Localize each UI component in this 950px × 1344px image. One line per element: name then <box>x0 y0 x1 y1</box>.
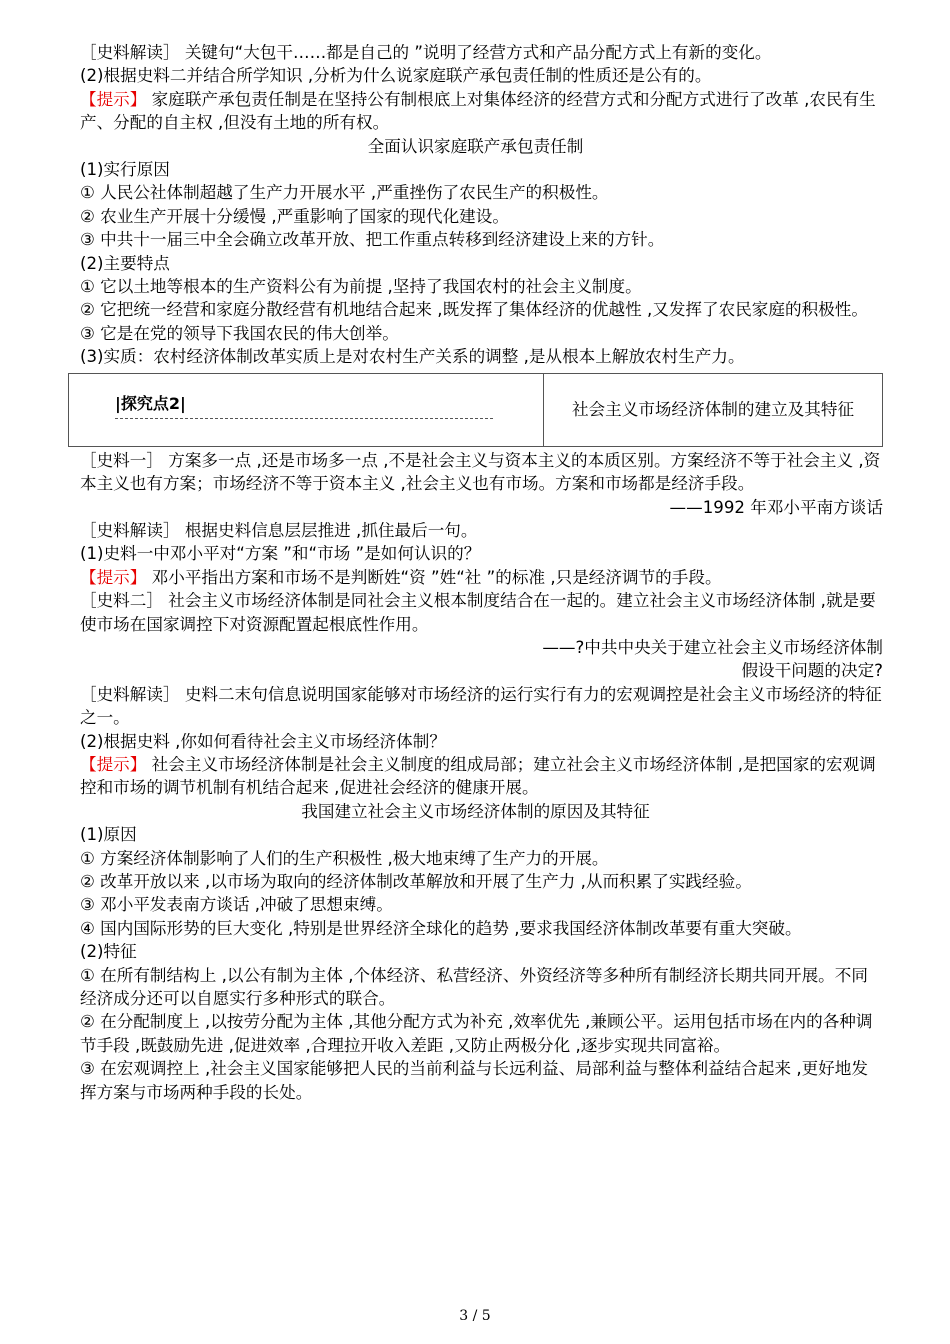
exploration-point-box <box>68 373 883 447</box>
document-page <box>68 41 883 1104</box>
text-line: 假设干问题的决定? <box>741 661 883 681</box>
tag-underline <box>115 418 493 419</box>
text-line: ［史料一］ 方案多一点 ,还是市场多一点 ,不是社会主义与资本主义的本质区别。方案经济不等于社会主义 ,资本主义也有方案；市场经济不等于资本主义 ,社会主义也有市场。方案和市场都是经济手段。 <box>80 450 881 494</box>
text-line: (1)原因 <box>80 825 137 845</box>
text-line <box>68 88 883 135</box>
hint-text: 家庭联产承包责任制是在坚持公有制根底上对集体经济的经营方式和分配方式进行了改革 ,农民有生产、分配的自主权 ,但没有土地的所有权。 <box>80 89 876 133</box>
text-line <box>68 566 883 589</box>
page-number: 3 / 5 <box>459 1308 491 1324</box>
text-line <box>68 753 883 800</box>
text-line: ［史料解读］ 关键句“大包干……都是自己的 ”说明了经营方式和产品分配方式上有新的变化。 <box>80 43 772 62</box>
text-line: ① 人民公社体制超越了生产力开展水平 ,严重挫伤了农民生产的积极性。 <box>80 183 609 203</box>
text-line: ③ 它是在党的领导下我国农民的伟大创举。 <box>80 323 399 343</box>
section-market-economy <box>68 449 883 1104</box>
text-line: ② 它把统一经营和家庭分散经营有机地结合起来 ,既发挥了集体经济的优越性 ,又发挥了农民家庭的积极性。 <box>80 300 868 320</box>
text-line: ① 它以土地等根本的生产资料公有为前提 ,坚持了我国农村的社会主义制度。 <box>80 277 642 297</box>
text-line: ——1992 年邓小平南方谈话 <box>669 497 883 517</box>
text-line: (2)根据史料 ,你如何看待社会主义市场经济体制？ <box>80 731 446 751</box>
hint-label: 【提示】 <box>80 567 147 587</box>
exploration-tag-cell <box>69 373 544 446</box>
text-line: (2)特征 <box>80 942 137 962</box>
text-line: ④ 国内国际形势的巨大变化 ,特别是世界经济全球化的趋势 ,要求我国经济体制改革要有重大突破。 <box>80 918 802 938</box>
text-line: (3)实质：农村经济体制改革实质上是对农村生产关系的调整 ,是从根本上解放农村生产力。 <box>80 347 745 367</box>
text-line: ［史料解读］ 史料二末句信息说明国家能够对市场经济的运行实行有力的宏观调控是社会主义市场经济的特征之一。 <box>80 684 882 728</box>
text-line: ③ 在宏观调控上 ,社会主义国家能够把人民的当前利益与长远利益、局部利益与整体利益结合起来 ,更好地发挥方案与市场两种手段的长处。 <box>80 1059 868 1102</box>
text-line: ③ 邓小平发表南方谈话 ,冲破了思想束缚。 <box>80 895 393 915</box>
text-line: 我国建立社会主义市场经济体制的原因及其特征 <box>301 801 650 821</box>
text-line: (1)实行原因 <box>80 160 170 180</box>
text-line: (2)根据史料二并结合所学知识 ,分析为什么说家庭联产承包责任制的性质还是公有的。 <box>80 66 712 86</box>
exploration-tag: |探究点2| <box>115 393 186 413</box>
text-line: ② 在分配制度上 ,以按劳分配为主体 ,其他分配方式为补充 ,效率优先 ,兼顾公平。运用包括市场在内的各种调节手段 ,既鼓励先进 ,促进效率 ,合理拉开收入差距 ,又防止两极分化 ,逐步实现共同富裕。 <box>80 1012 873 1055</box>
exploration-title: 社会主义市场经济体制的建立及其特征 <box>544 373 883 446</box>
text-line: ［史料解读］ 根据史料信息层层推进 ,抓住最后一句。 <box>80 520 478 540</box>
text-line: ［史料二］ 社会主义市场经济体制是同社会主义根本制度结合在一起的。建立社会主义市场经济体制 ,就是要使市场在国家调控下对资源配置起根底性作用。 <box>80 591 876 634</box>
text-line: ① 方案经济体制影响了人们的生产积极性 ,极大地束缚了生产力的开展。 <box>80 848 609 868</box>
text-line: ——?中共中央关于建立社会主义市场经济体制 <box>542 637 883 657</box>
text-line: (1)史料一中邓小平对“方案 ”和“市场 ”是如何认识的？ <box>80 544 481 564</box>
text-line: ② 改革开放以来 ,以市场为取向的经济体制改革解放和开展了生产力 ,从而积累了实践经验。 <box>80 872 752 891</box>
text-line: ③ 中共十一届三中全会确立改革开放、把工作重点转移到经济建设上来的方针。 <box>80 230 665 250</box>
section-household-responsibility <box>68 41 883 369</box>
text-line: 全面认识家庭联产承包责任制 <box>367 136 584 156</box>
hint-label: 【提示】 <box>80 89 147 109</box>
text-line: ② 农业生产开展十分缓慢 ,严重影响了国家的现代化建设。 <box>80 206 509 226</box>
text-line: ① 在所有制结构上 ,以公有制为主体 ,个体经济、私营经济、外资经济等多种所有制经济长期共同开展。不同经济成分还可以自愿实行多种形式的联合。 <box>80 965 868 1009</box>
hint-label: 【提示】 <box>80 754 147 774</box>
hint-text: 社会主义市场经济体制是社会主义制度的组成局部；建立社会主义市场经济体制 ,是把国家的宏观调控和市场的调节机制有机结合起来 ,促进社会经济的健康开展。 <box>80 754 876 798</box>
text-line: (2)主要特点 <box>80 253 170 273</box>
hint-text: 邓小平指出方案和市场不是判断姓“资 ”姓“社 ”的标准 ,只是经济调节的手段。 <box>146 567 722 587</box>
